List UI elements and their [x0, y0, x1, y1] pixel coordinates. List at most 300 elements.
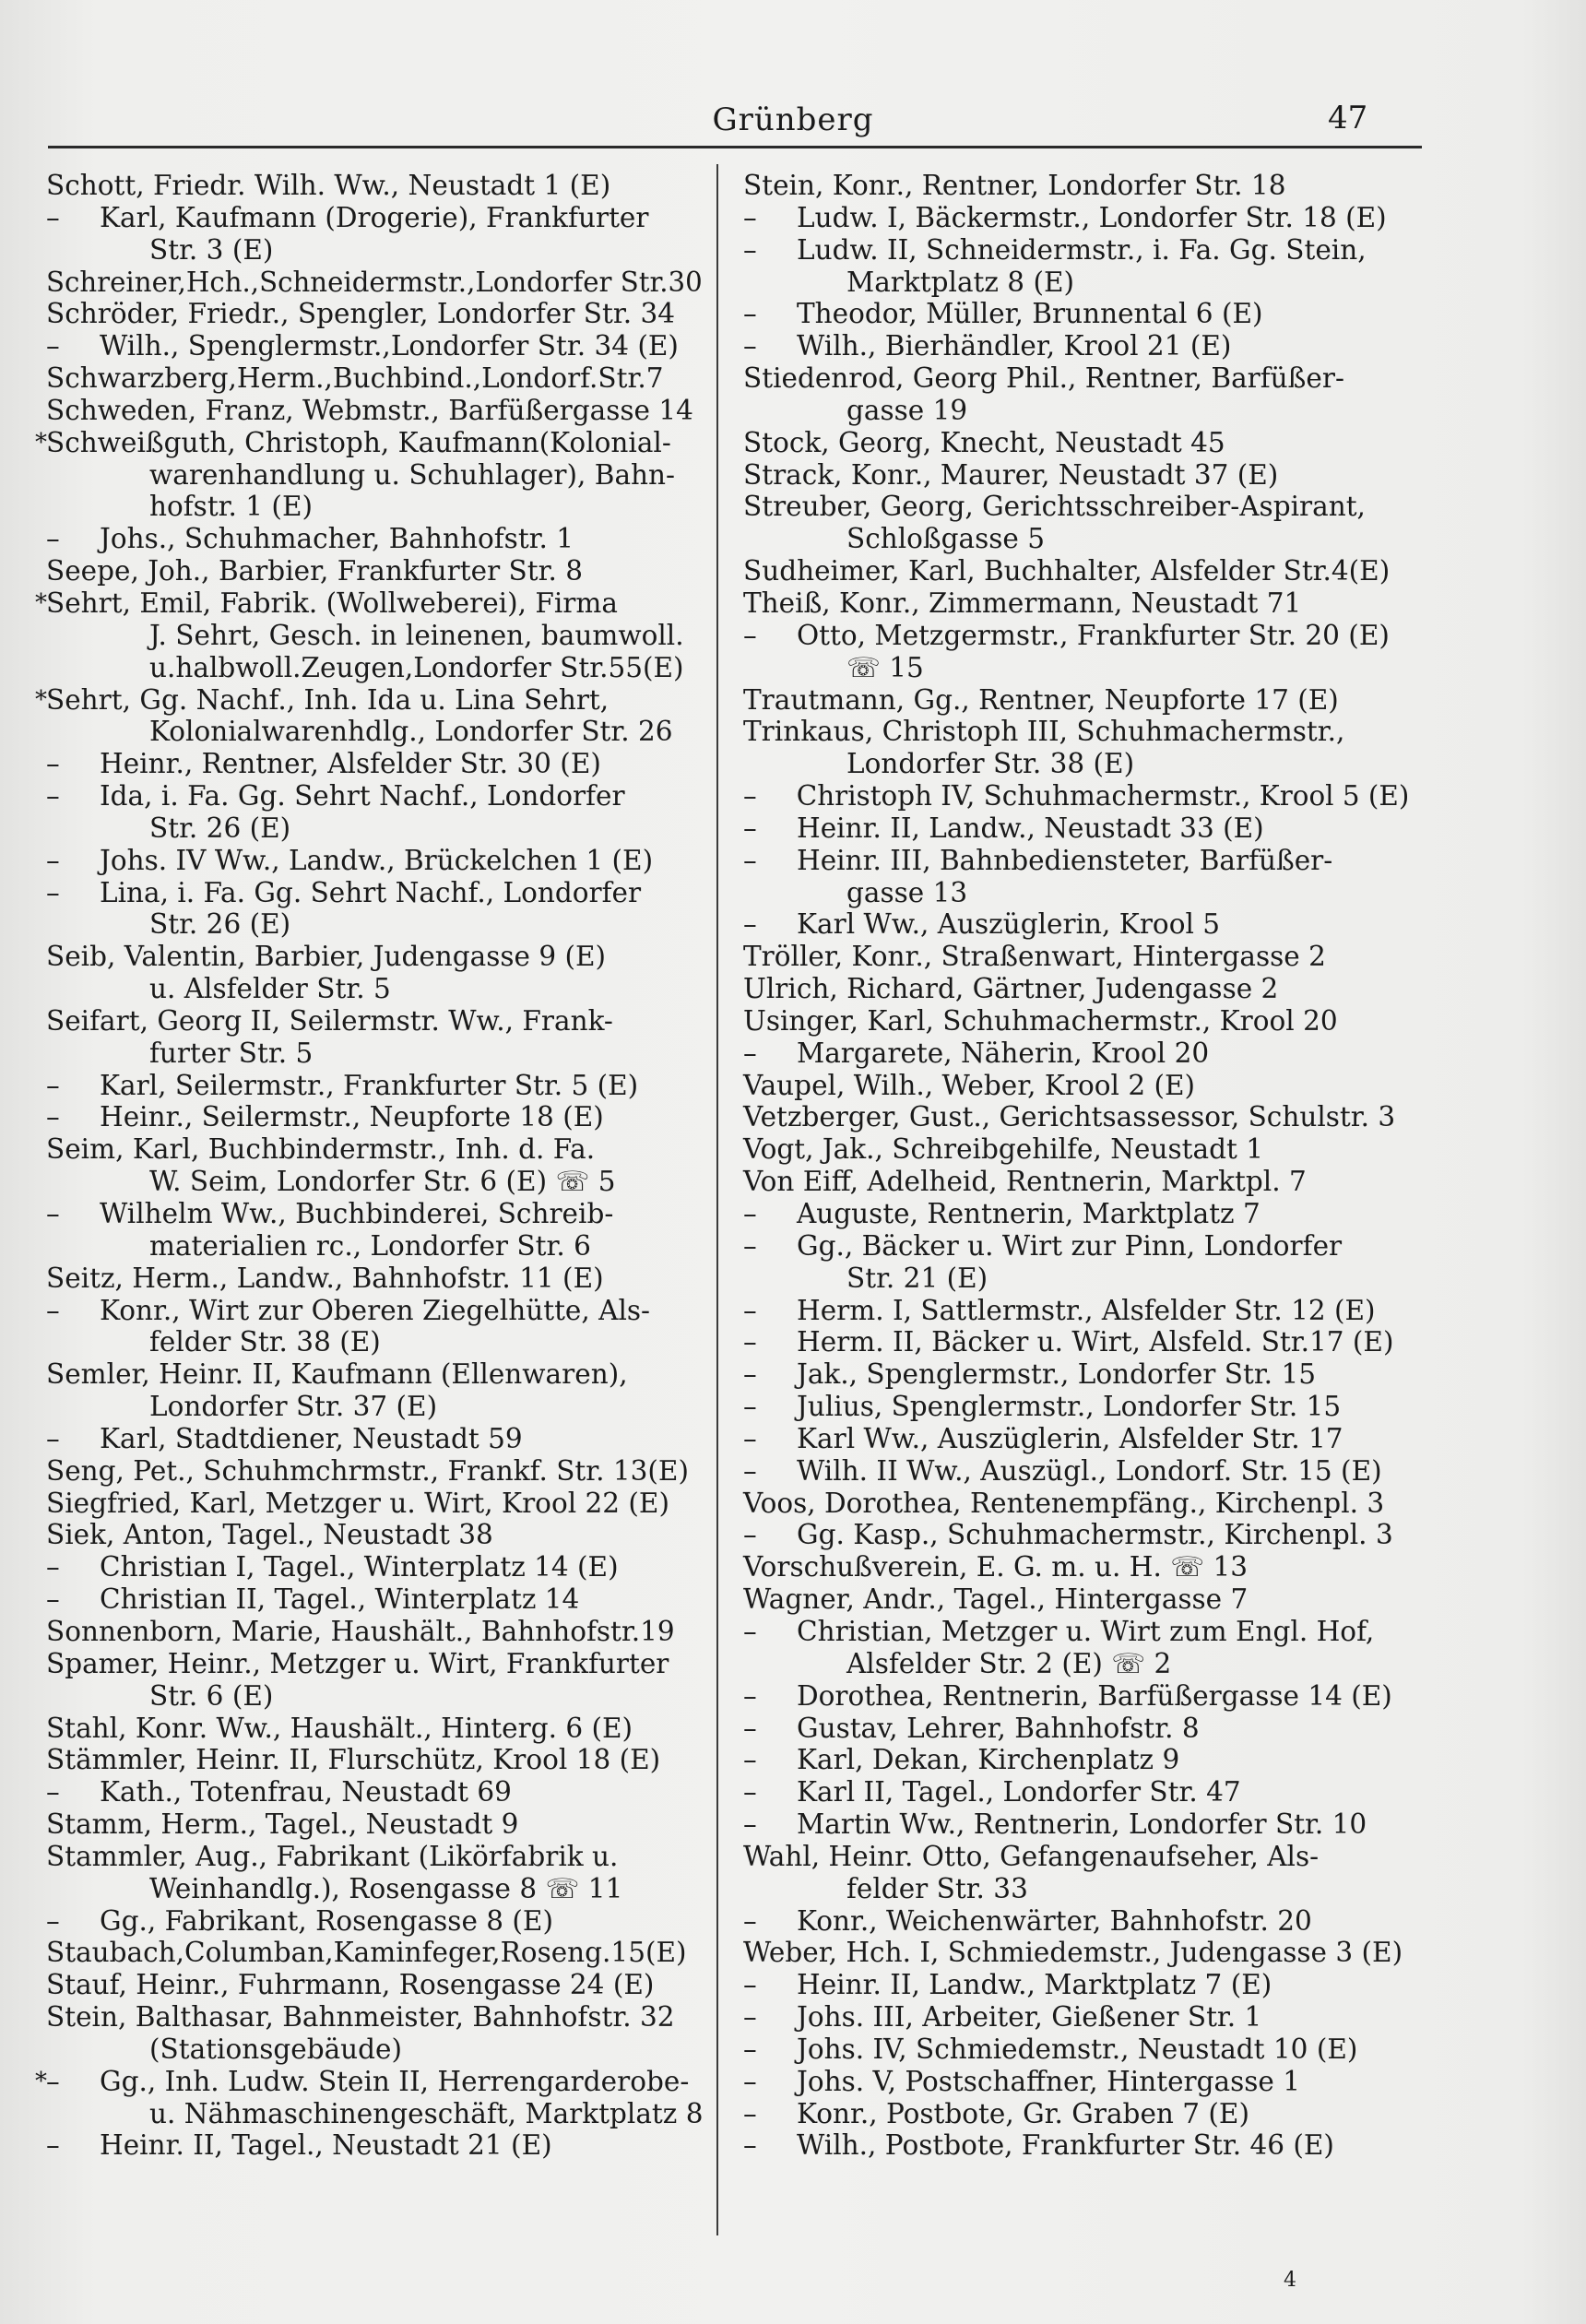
entry-continuation — [46, 1038, 703, 1070]
entry-text: Wilh. II Ww., Auszügl., Londorf. Str. 15 (E) — [797, 1454, 1382, 1487]
entry-text: Trautmann, Gg., Rentner, Neupforte 17 (E) — [743, 683, 1339, 716]
directory-entry — [743, 2129, 1409, 2162]
entry-text: Siek, Anton, Tagel., Neustadt 38 — [46, 1519, 493, 1551]
entry-continuation — [46, 716, 703, 748]
ditto-dash: – — [46, 201, 60, 233]
entry-text: Weber, Hch. I, Schmiedemstr., Judengasse 3 (E) — [743, 1937, 1403, 1969]
entry-text: Schwarzberg,Herm.,Buchbind.,Londorf.Str.7 — [46, 362, 664, 395]
directory-entry — [743, 1808, 1409, 1841]
entry-text: Christian II, Tagel., Winterplatz 14 — [100, 1583, 580, 1616]
directory-entry — [743, 202, 1409, 234]
directory-entry — [46, 298, 703, 330]
entry-text: Str. 26 (E) — [149, 908, 291, 941]
ditto-dash: – — [743, 1808, 757, 1841]
header-rule — [48, 146, 1422, 148]
ditto-dash: – — [743, 233, 757, 266]
entry-text: felder Str. 38 (E) — [149, 1326, 381, 1358]
directory-entry — [743, 1616, 1409, 1648]
entry-text: Strack, Konr., Maurer, Neustadt 37 (E) — [743, 458, 1279, 491]
directory-entry — [743, 716, 1409, 748]
entry-text: Christian I, Tagel., Winterplatz 14 (E) — [100, 1551, 619, 1583]
directory-entry — [743, 1423, 1409, 1455]
entry-text: Karl II, Tagel., Londorfer Str. 47 — [797, 1776, 1241, 1808]
entry-text: Karl Ww., Auszüglerin, Alsfelder Str. 17 — [797, 1422, 1343, 1454]
directory-entry — [46, 1583, 703, 1616]
entry-text: Herm. I, Sattlermstr., Alsfelder Str. 12 (E) — [797, 1294, 1376, 1326]
entry-continuation — [46, 1166, 703, 1198]
entry-text: (Stationsgebäude) — [149, 2033, 403, 2065]
entry-text: Theiß, Konr., Zimmermann, Neustadt 71 — [743, 587, 1302, 619]
directory-entry — [743, 170, 1409, 202]
entry-text: Von Eiff, Adelheid, Rentnerin, Marktpl. 7 — [743, 1166, 1307, 1198]
entry-text: Jak., Spenglermstr., Londorfer Str. 15 — [797, 1358, 1316, 1391]
entry-continuation — [743, 748, 1409, 780]
entry-text: Julius, Spenglermstr., Londorfer Str. 15 — [797, 1391, 1342, 1423]
entry-continuation — [46, 812, 703, 845]
entry-text: Seifart, Georg II, Seilermstr. Ww., Frank- — [46, 1004, 613, 1037]
entry-text: Vogt, Jak., Schreibgehilfe, Neustadt 1 — [743, 1133, 1263, 1166]
directory-entry — [743, 812, 1409, 845]
directory-entry — [743, 1551, 1409, 1583]
entry-text: Konr., Weichenwärter, Bahnhofstr. 20 — [797, 1904, 1312, 1937]
ditto-dash: – — [46, 330, 60, 362]
directory-entry — [46, 845, 703, 877]
ditto-dash: – — [743, 780, 757, 812]
directory-entry — [46, 330, 703, 362]
ditto-dash: – — [743, 1744, 757, 1776]
ditto-dash: – — [46, 1294, 60, 1326]
entry-text: Auguste, Rentnerin, Marktplatz 7 — [797, 1198, 1261, 1229]
directory-entry — [46, 1101, 703, 1133]
entry-text: Johs. V, Postschaffner, Hintergasse 1 — [797, 2065, 1300, 2097]
column-divider — [716, 164, 718, 2235]
ditto-dash: – — [743, 1037, 757, 1069]
entry-text: Wagner, Andr., Tagel., Hintergasse 7 — [743, 1583, 1249, 1616]
ditto-dash: – — [46, 2129, 60, 2162]
entry-continuation — [743, 1648, 1409, 1680]
directory-entry — [46, 362, 703, 395]
entry-text: Londorfer Str. 37 (E) — [149, 1391, 438, 1423]
entry-continuation — [743, 1263, 1409, 1295]
entry-text: Spamer, Heinr., Metzger u. Wirt, Frankfurter — [46, 1647, 669, 1679]
ditto-dash: – — [46, 1198, 60, 1229]
entry-continuation — [46, 908, 703, 941]
directory-entry — [743, 1198, 1409, 1230]
entry-text: materialien rc., Londorfer Str. 6 — [149, 1229, 591, 1262]
entry-text: Streuber, Georg, Gerichtsschreiber-Aspirant, — [743, 491, 1366, 523]
entry-continuation — [743, 1873, 1409, 1905]
entry-continuation — [46, 1326, 703, 1358]
directory-entry — [35, 587, 703, 620]
ditto-dash: – — [743, 2129, 757, 2162]
directory-entry — [743, 234, 1409, 267]
entry-text: Stammler, Aug., Fabrikant (Likörfabrik u. — [46, 1840, 619, 1872]
ditto-dash: – — [743, 1229, 757, 1262]
ditto-dash: – — [743, 330, 757, 362]
directory-entry — [743, 1455, 1409, 1488]
entry-text: gasse 19 — [846, 394, 968, 426]
directory-entry — [743, 1680, 1409, 1713]
entry-text: Stein, Balthasar, Bahnmeister, Bahnhofstr. 32 — [46, 2001, 675, 2034]
entry-text: Heinr., Seilermstr., Neupforte 18 (E) — [100, 1101, 604, 1133]
entry-text: Ludw. II, Schneidermstr., i. Fa. Gg. Stein, — [797, 233, 1367, 266]
entry-text: Seepe, Joh., Barbier, Frankfurter Str. 8 — [46, 555, 583, 587]
entry-text: Str. 26 (E) — [149, 812, 291, 844]
directory-entry — [743, 427, 1409, 459]
entry-text: Margarete, Näherin, Krool 20 — [797, 1037, 1210, 1069]
directory-entry — [46, 1133, 703, 1166]
entry-continuation — [46, 2034, 703, 2066]
ditto-dash: – — [46, 876, 60, 908]
ditto-dash: – — [46, 523, 60, 555]
entry-text: Wilhelm Ww., Buchbinderei, Schreib- — [100, 1198, 614, 1229]
entry-text: Heinr. II, Landw., Marktplatz 7 (E) — [797, 1969, 1272, 2001]
directory-entry — [743, 908, 1409, 941]
entry-text: Konr., Postbote, Gr. Graben 7 (E) — [797, 2097, 1249, 2129]
entry-text: felder Str. 33 — [846, 1872, 1028, 1904]
ditto-dash: – — [743, 2033, 757, 2065]
entry-text: Schröder, Friedr., Spengler, Londorfer Str. 34 — [46, 298, 676, 330]
directory-entry — [743, 2001, 1409, 2034]
entry-text: Alsfelder Str. 2 (E) ☏ 2 — [846, 1647, 1172, 1679]
directory-entry — [35, 2065, 703, 2098]
entry-text: furter Str. 5 — [149, 1037, 314, 1069]
entry-text: Sonnenborn, Marie, Haushält., Bahnhofstr.19 — [46, 1615, 675, 1647]
directory-entry — [743, 1295, 1409, 1327]
directory-entry — [46, 1423, 703, 1455]
entry-text: Theodor, Müller, Brunnental 6 (E) — [797, 298, 1263, 330]
ditto-dash: – — [46, 1776, 60, 1808]
directory-entry — [743, 2098, 1409, 2130]
directory-entry — [46, 266, 703, 299]
directory-entry — [743, 298, 1409, 330]
printer-signature: 4 — [1284, 2269, 1296, 2292]
entry-text: Karl, Stadtdiener, Neustadt 59 — [100, 1422, 523, 1454]
directory-entry — [46, 1905, 703, 1938]
ditto-dash: – — [743, 1904, 757, 1937]
directory-entry — [743, 1937, 1409, 1969]
entry-text: Stauf, Heinr., Fuhrmann, Rosengasse 24 (E) — [46, 1969, 655, 2001]
directory-entry — [46, 1519, 703, 1551]
ditto-dash: – — [743, 2097, 757, 2129]
entry-text: Trinkaus, Christoph III, Schuhmachermstr., — [743, 716, 1345, 748]
entry-text: Staubach,Columban,Kaminfeger,Roseng.15(E) — [46, 1937, 687, 1969]
directory-entry — [46, 780, 703, 812]
ditto-dash: – — [743, 1294, 757, 1326]
entry-text: Herm. II, Bäcker u. Wirt, Alsfeld. Str.17 (E) — [797, 1326, 1394, 1358]
ditto-dash: – — [743, 1454, 757, 1487]
entry-continuation — [743, 877, 1409, 909]
ditto-dash: – — [46, 1422, 60, 1454]
entry-continuation — [46, 459, 703, 492]
ditto-dash: – — [46, 748, 60, 780]
directory-entry — [743, 1905, 1409, 1938]
entry-continuation — [46, 234, 703, 267]
directory-entry — [743, 1583, 1409, 1616]
entry-text: J. Sehrt, Gesch. in leinenen, baumwoll. — [149, 619, 684, 651]
entry-text: Vetzberger, Gust., Gerichtsassessor, Schulstr. 3 — [743, 1101, 1396, 1133]
entry-text: Semler, Heinr. II, Kaufmann (Ellenwaren), — [46, 1358, 628, 1391]
entry-text: Christoph IV, Schuhmachermstr., Krool 5 (E) — [796, 780, 1410, 812]
ditto-dash: – — [743, 1358, 757, 1391]
directory-entry — [46, 1358, 703, 1391]
ditto-dash: – — [46, 1904, 60, 1937]
directory-entry — [46, 1005, 703, 1038]
entry-text: Tröller, Konr., Straßenwart, Hintergasse 2 — [743, 941, 1326, 973]
entry-continuation — [743, 395, 1409, 427]
ditto-dash: – — [743, 619, 757, 651]
ditto-dash: – — [743, 1422, 757, 1454]
entry-text: Seib, Valentin, Barbier, Judengasse 9 (E) — [46, 941, 607, 973]
ditto-dash: – — [743, 844, 757, 876]
directory-entry — [46, 1808, 703, 1841]
entry-text: Marktplatz 8 (E) — [846, 266, 1075, 298]
ditto-dash: – — [743, 298, 757, 330]
entry-text: Wilh., Spenglermstr.,Londorfer Str. 34 (E) — [100, 330, 679, 362]
directory-entry — [743, 1230, 1409, 1263]
ditto-dash: – — [743, 908, 757, 941]
directory-entry — [743, 1005, 1409, 1038]
entry-text: ☏ 15 — [846, 651, 924, 683]
entry-text: Johs. III, Arbeiter, Gießener Str. 1 — [797, 2001, 1262, 2034]
ditto-dash: – — [743, 2001, 757, 2034]
directory-entry — [743, 1326, 1409, 1358]
directory-entry — [743, 2066, 1409, 2098]
entry-text: Wilh., Postbote, Frankfurter Str. 46 (E) — [797, 2129, 1334, 2162]
entry-continuation — [46, 973, 703, 1005]
entry-continuation — [743, 267, 1409, 299]
ditto-dash: – — [743, 1969, 757, 2001]
left-column — [35, 170, 704, 2162]
directory-entry — [743, 491, 1409, 523]
directory-entry — [743, 620, 1409, 652]
ditto-dash: – — [743, 1679, 757, 1712]
entry-continuation — [46, 1391, 703, 1423]
ditto-dash: – — [743, 1198, 757, 1229]
right-column — [743, 170, 1409, 2162]
directory-entry — [46, 1263, 703, 1295]
directory-entry — [35, 426, 703, 459]
entry-text: Schweißguth, Christoph, Kaufmann(Kolonial- — [46, 426, 671, 458]
directory-entry — [743, 1358, 1409, 1391]
directory-entry — [743, 1969, 1409, 2001]
page-number: 47 — [1328, 100, 1368, 136]
ditto-dash: – — [46, 780, 60, 812]
entry-text: W. Seim, Londorfer Str. 6 (E) ☏ 5 — [149, 1166, 616, 1198]
directory-entry — [743, 941, 1409, 973]
entry-continuation — [46, 491, 703, 523]
entry-text: Lina, i. Fa. Gg. Sehrt Nachf., Londorfer — [100, 876, 642, 908]
entry-continuation — [743, 652, 1409, 684]
entry-text: Gg. Kasp., Schuhmachermstr., Kirchenpl. 3 — [797, 1519, 1393, 1551]
entry-text: Seitz, Herm., Landw., Bahnhofstr. 11 (E) — [46, 1262, 604, 1294]
entry-text: Heinr. III, Bahnbediensteter, Barfüßer- — [797, 844, 1333, 876]
entry-text: Gg., Fabrikant, Rosengasse 8 (E) — [100, 1904, 553, 1937]
directory-entry — [46, 1648, 703, 1680]
ditto-dash: – — [743, 1712, 757, 1744]
directory-entry — [46, 941, 703, 973]
ditto-dash: – — [46, 1551, 60, 1583]
entry-text: Kolonialwarenhdlg., Londorfer Str. 26 — [149, 716, 673, 748]
entry-continuation — [46, 652, 703, 684]
ditto-dash: – — [743, 1615, 757, 1647]
entry-continuation — [46, 1873, 703, 1905]
asterisk-marker: * — [35, 428, 47, 456]
entry-text: Gg., Bäcker u. Wirt zur Pinn, Londorfer — [797, 1229, 1343, 1262]
entry-text: Schloßgasse 5 — [846, 523, 1045, 555]
entry-text: Ida, i. Fa. Gg. Sehrt Nachf., Londorfer — [100, 780, 625, 812]
entry-text: Konr., Wirt zur Oberen Ziegelhütte, Als- — [100, 1294, 650, 1326]
directory-entry — [46, 202, 703, 234]
directory-entry — [743, 1133, 1409, 1166]
entry-text: Gustav, Lehrer, Bahnhofstr. 8 — [797, 1712, 1200, 1744]
asterisk-marker: * — [35, 588, 47, 617]
entry-text: Christian, Metzger u. Wirt zum Engl. Hof, — [797, 1615, 1375, 1647]
directory-entry — [743, 1070, 1409, 1102]
directory-entry — [46, 1455, 703, 1488]
entry-text: Stein, Konr., Rentner, Londorfer Str. 18 — [743, 170, 1286, 201]
entry-text: Sehrt, Gg. Nachf., Inh. Ida u. Lina Sehrt, — [46, 683, 610, 716]
directory-entry — [743, 684, 1409, 717]
entry-text: Stamm, Herm., Tagel., Neustadt 9 — [46, 1808, 519, 1841]
entry-text: Karl, Seilermstr., Frankfurter Str. 5 (E) — [100, 1069, 639, 1101]
entry-text: Stämmler, Heinr. II, Flurschütz, Krool 18 (E) — [46, 1744, 661, 1776]
entry-text: Str. 3 (E) — [149, 233, 274, 266]
entry-continuation — [46, 1230, 703, 1263]
entry-text: Dorothea, Rentnerin, Barfüßergasse 14 (E) — [797, 1679, 1392, 1712]
entry-text: Martin Ww., Rentnerin, Londorfer Str. 10 — [797, 1808, 1367, 1841]
entry-text: Karl Ww., Auszüglerin, Krool 5 — [797, 908, 1221, 941]
entry-text: warenhandlung u. Schuhlager), Bahn- — [149, 458, 676, 491]
directory-entry — [743, 459, 1409, 492]
asterisk-marker: * — [35, 685, 47, 714]
ditto-dash: – — [743, 1776, 757, 1808]
directory-entry — [46, 1295, 703, 1327]
entry-continuation — [46, 620, 703, 652]
entry-text: Wilh., Bierhändler, Krool 21 (E) — [797, 330, 1232, 362]
directory-entry — [46, 1070, 703, 1102]
directory-entry — [46, 555, 703, 587]
entry-text: Voos, Dorothea, Rentenempfäng., Kirchenpl. 3 — [743, 1487, 1385, 1519]
directory-entry — [743, 362, 1409, 395]
entry-text: Seng, Pet., Schuhmchrmstr., Frankf. Str. 13(E) — [46, 1454, 689, 1487]
directory-entry — [35, 683, 703, 717]
entry-continuation — [46, 1680, 703, 1713]
entry-text: hofstr. 1 (E) — [149, 491, 313, 523]
ditto-dash: – — [743, 1391, 757, 1423]
entry-text: Heinr., Rentner, Alsfelder Str. 30 (E) — [100, 748, 601, 780]
directory-entry — [743, 1519, 1409, 1551]
entry-text: Heinr. II, Landw., Neustadt 33 (E) — [797, 812, 1264, 844]
entry-text: Ulrich, Richard, Gärtner, Judengasse 2 — [743, 973, 1279, 1005]
entry-text: Johs. IV Ww., Landw., Brückelchen 1 (E) — [100, 844, 654, 876]
entry-text: Weinhandlg.), Rosengasse 8 ☏ 11 — [149, 1872, 623, 1904]
ditto-dash: – — [46, 1583, 60, 1616]
entry-text: Stahl, Konr. Ww., Haushält., Hinterg. 6 (E) — [46, 1712, 633, 1744]
directory-entry — [743, 1488, 1409, 1520]
directory-entry — [46, 748, 703, 780]
directory-entry — [46, 1551, 703, 1583]
directory-entry — [743, 1101, 1409, 1133]
entry-text: Stiedenrod, Georg Phil., Rentner, Barfüßer- — [743, 362, 1344, 395]
directory-entry — [46, 170, 703, 202]
directory-entry — [743, 780, 1410, 812]
directory-entry — [743, 973, 1409, 1005]
entry-text: Londorfer Str. 38 (E) — [846, 748, 1135, 780]
directory-entry — [743, 1776, 1409, 1808]
page-title: Grünberg — [712, 101, 874, 138]
entry-text: Ludw. I, Bäckermstr., Londorfer Str. 18 (E) — [797, 201, 1387, 233]
ditto-dash: – — [743, 1326, 757, 1358]
entry-text: Str. 6 (E) — [149, 1679, 274, 1712]
directory-entry — [743, 1166, 1409, 1198]
directory-entry — [46, 1713, 703, 1745]
entry-text: gasse 13 — [846, 876, 968, 908]
entry-text: Wahl, Heinr. Otto, Gefangenaufseher, Als- — [743, 1840, 1320, 1872]
ditto-dash: – — [46, 844, 60, 876]
directory-entry — [46, 1198, 703, 1230]
entry-text: Karl, Kaufmann (Drogerie), Frankfurter — [100, 201, 649, 233]
entry-text: Str. 21 (E) — [846, 1262, 988, 1294]
entry-text: Sehrt, Emil, Fabrik. (Wollweberei), Firma — [46, 587, 618, 619]
directory-entry — [743, 845, 1409, 877]
ditto-dash: – — [46, 2065, 60, 2097]
directory-entry — [743, 587, 1409, 620]
entry-text: Sudheimer, Karl, Buchhalter, Alsfelder Str.4(E) — [743, 555, 1391, 587]
ditto-dash: – — [743, 201, 757, 233]
directory-entry — [46, 1488, 703, 1520]
ditto-dash: – — [46, 1069, 60, 1101]
directory-entry — [46, 1841, 703, 1873]
entry-text: Usinger, Karl, Schuhmachermstr., Krool 20 — [743, 1004, 1338, 1037]
entry-text: Vorschußverein, E. G. m. u. H. ☏ 13 — [743, 1551, 1249, 1583]
entry-text: Karl, Dekan, Kirchenplatz 9 — [797, 1744, 1180, 1776]
entry-text: u. Alsfelder Str. 5 — [149, 973, 391, 1005]
directory-entry — [743, 330, 1409, 362]
directory-entry — [743, 2034, 1409, 2066]
entry-text: u. Nähmaschinengeschäft, Marktplatz 8 — [149, 2097, 704, 2129]
entry-text: Seim, Karl, Buchbindermstr., Inh. d. Fa. — [46, 1133, 596, 1166]
directory-entry — [743, 1744, 1409, 1776]
directory-entry — [46, 2129, 703, 2162]
ditto-dash: – — [743, 812, 757, 844]
asterisk-marker: * — [35, 2067, 47, 2095]
entry-text: Heinr. II, Tagel., Neustadt 21 (E) — [100, 2129, 552, 2162]
entry-text: Kath., Totenfrau, Neustadt 69 — [100, 1776, 512, 1808]
directory-entry — [46, 523, 703, 555]
directory-entry — [743, 555, 1409, 587]
directory-entry — [46, 1744, 703, 1776]
directory-entry — [46, 1776, 703, 1808]
directory-entry — [743, 1391, 1409, 1423]
ditto-dash: – — [743, 1519, 757, 1551]
entry-continuation — [743, 523, 1409, 555]
entry-text: Schreiner,Hch.,Schneidermstr.,Londorfer Str.30 — [46, 266, 703, 298]
directory-entry — [743, 1841, 1409, 1873]
ditto-dash: – — [46, 1101, 60, 1133]
entry-text: Gg., Inh. Ludw. Stein II, Herrengarderobe- — [100, 2065, 690, 2097]
directory-entry — [46, 877, 703, 909]
directory-entry — [46, 1937, 703, 1969]
directory-entry — [743, 1038, 1409, 1070]
entry-text: Vaupel, Wilh., Weber, Krool 2 (E) — [743, 1069, 1196, 1101]
entry-text: Schott, Friedr. Wilh. Ww., Neustadt 1 (E) — [46, 170, 611, 201]
directory-entry — [46, 1969, 703, 2001]
directory-entry — [46, 1616, 703, 1648]
directory-entry — [743, 1713, 1409, 1745]
entry-text: Johs. IV, Schmiedemstr., Neustadt 10 (E) — [797, 2033, 1358, 2065]
entry-text: Stock, Georg, Knecht, Neustadt 45 — [743, 426, 1225, 458]
